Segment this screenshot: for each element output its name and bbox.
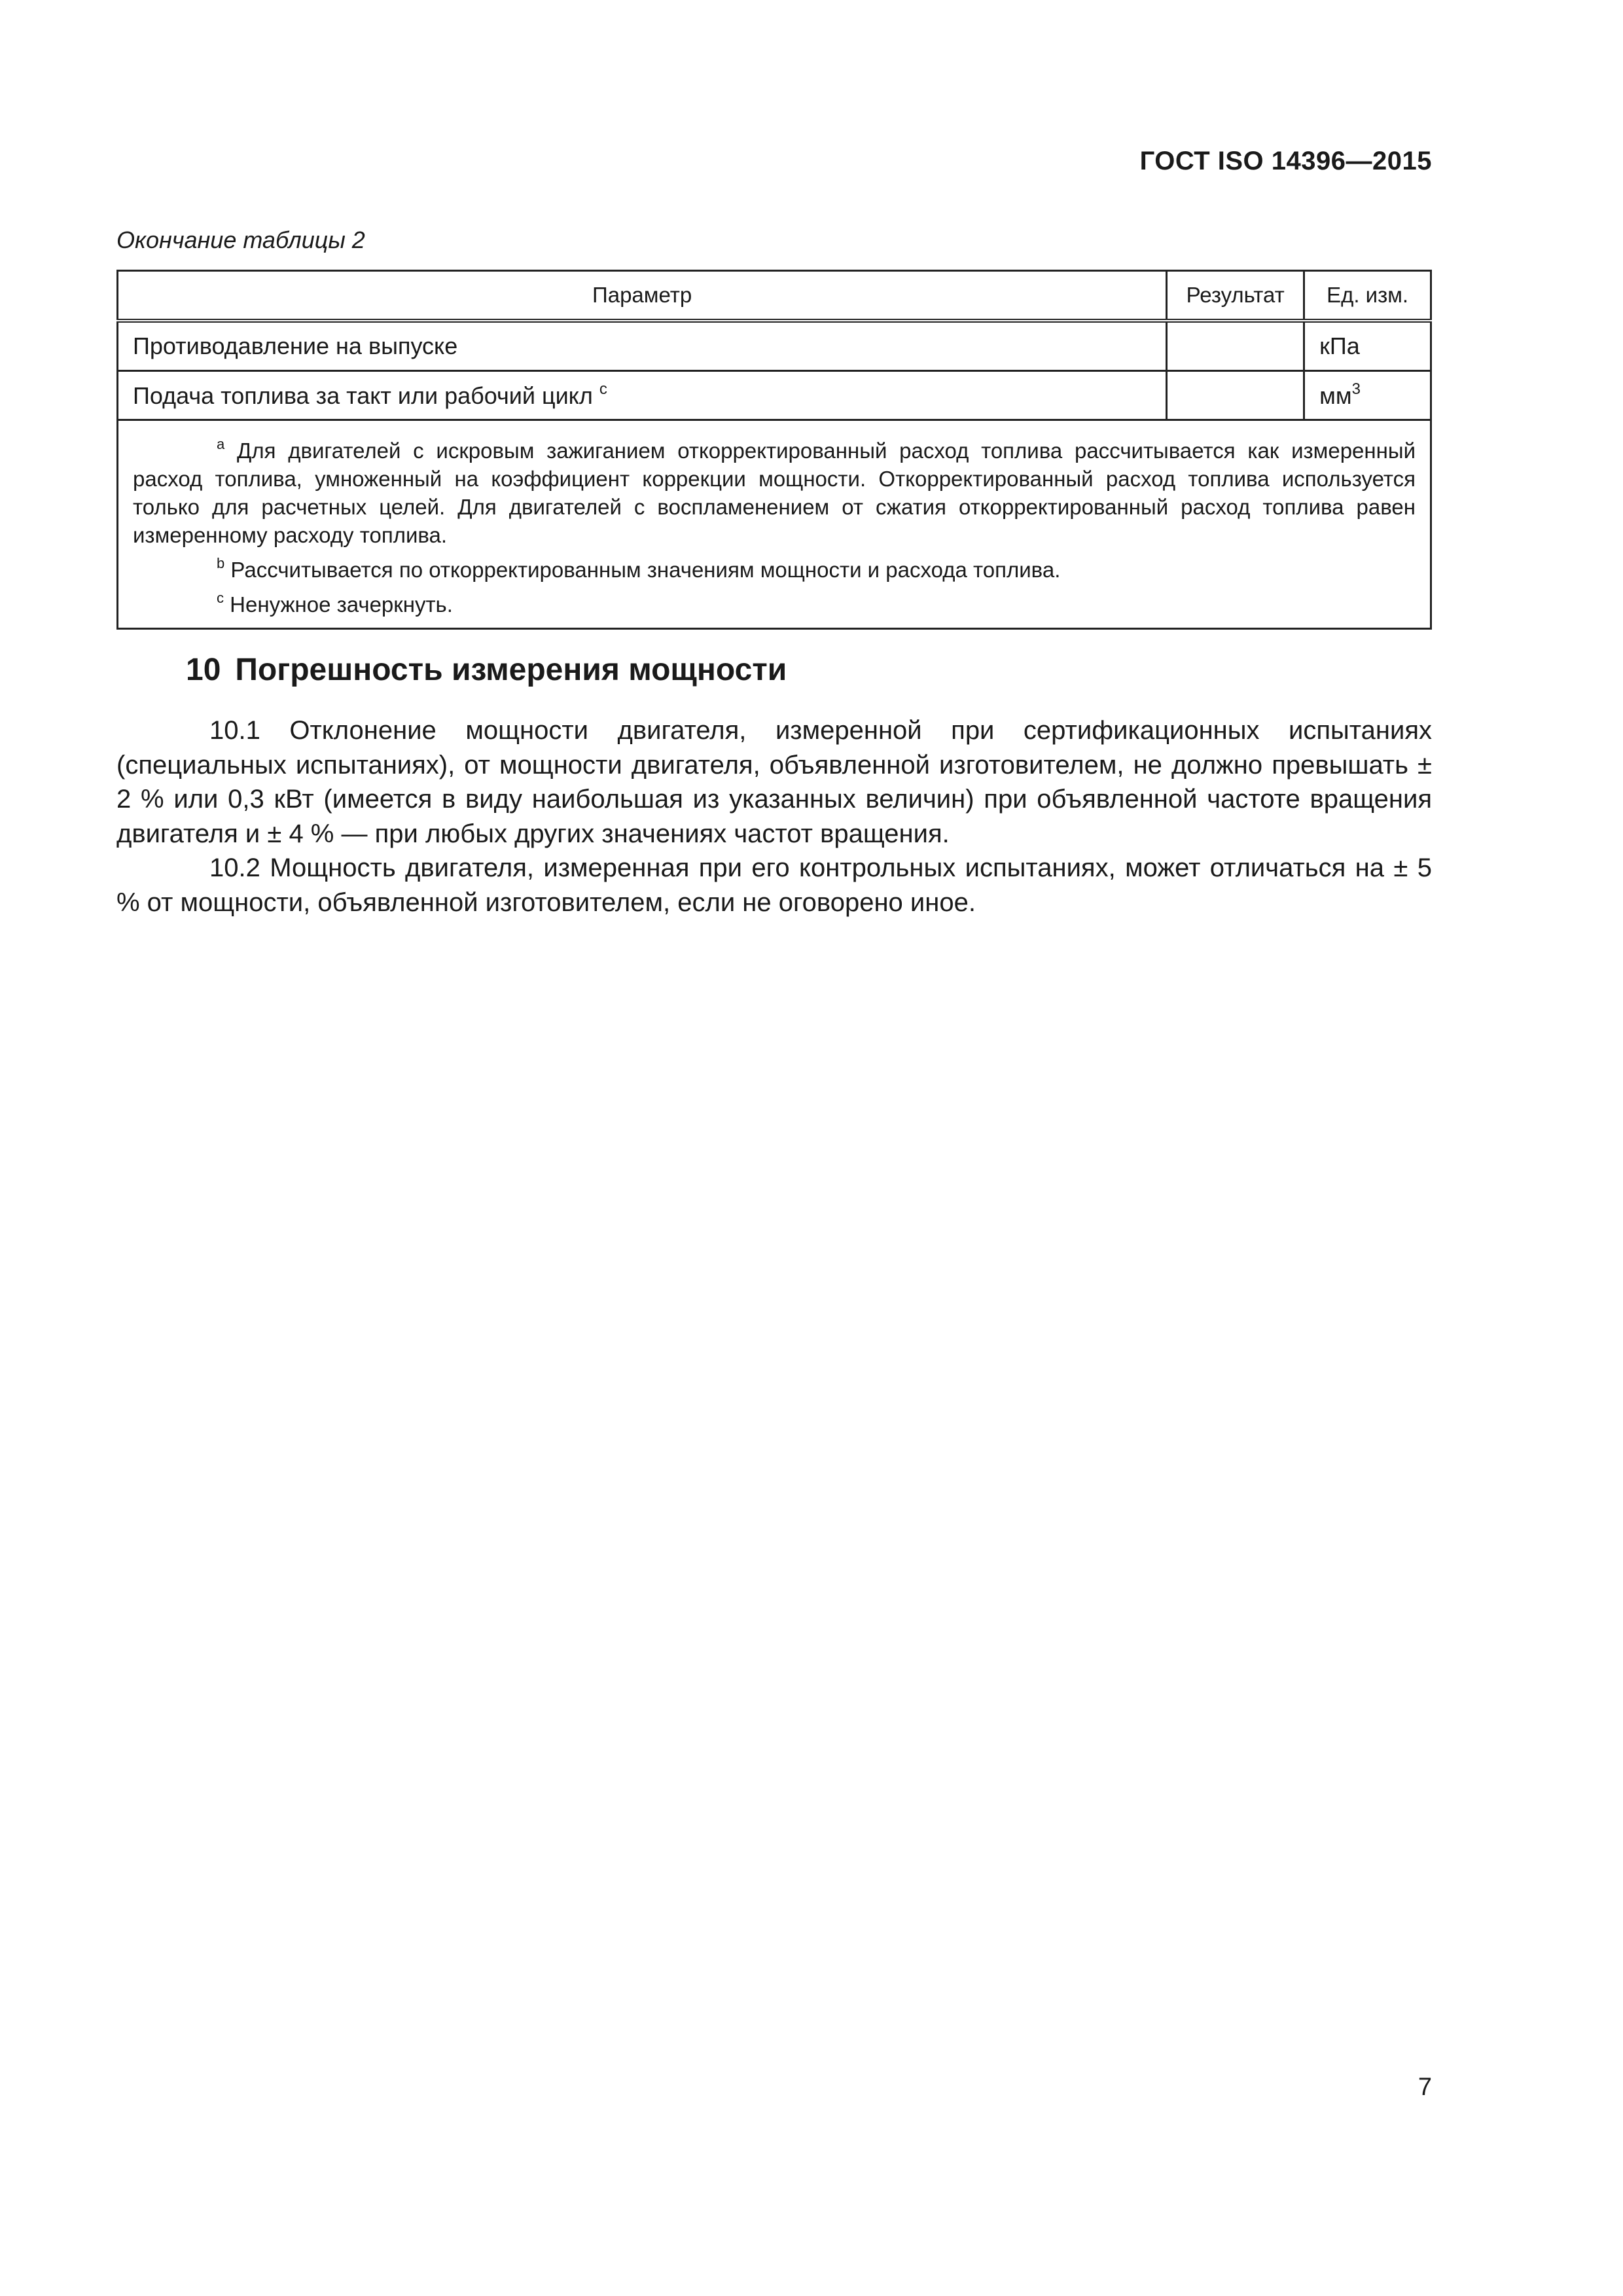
footnote-ref: c [599,380,607,398]
column-header-parameter: Параметр [118,271,1167,321]
unit-cell [1304,371,1431,420]
footnote-text: Рассчитывается по откорректированным значениям мощности и расхода топлива. [230,558,1061,582]
parameters-table [116,270,1432,630]
footnote [133,584,1416,619]
section-body [116,713,1432,920]
section-title: Погрешность измерения мощности [235,653,787,687]
table-header-row [118,271,1431,321]
table-row [118,371,1431,420]
parameter-text: Подача топлива за такт или рабочий цикл [133,382,593,409]
footnote-text: Для двигателей с искровым зажиганием откорректированный расход топлива рассчитывается как измеренный расход топлива, умноженный на коэффициент коррекции мощности. Откорректированный расход топлива используется только для расчетных целей. Для двигателей с воспламенением от сжатия откорректированный расход топлива равен измеренному расходу топлива. [133,439,1416,547]
page-number: 7 [1418,2073,1432,2101]
table-caption: Окончание таблицы 2 [116,226,365,253]
result-cell [1167,321,1304,371]
parameter-text: Противодавление на выпуске [133,332,458,359]
parameter-cell [118,371,1167,420]
footnote-mark: c [217,590,224,606]
table-footnotes-row [118,420,1431,629]
footnote [133,430,1416,549]
footnote-text: Ненужное зачеркнуть. [230,592,453,617]
column-header-result: Результат [1167,271,1304,321]
unit-exponent: 3 [1351,380,1361,398]
column-header-unit: Ед. изм. [1304,271,1431,321]
footnote-mark: b [217,555,225,571]
section-number: 10 [186,653,221,687]
footnote-mark: a [217,436,225,452]
paragraph: 10.1 Отклонение мощности двигателя, измеренной при сертификационных испытаниях (специальных испытаниях), от мощности двигателя, объявленной изготовителем, не должно превышать ± 2 % или 0,3 кВт (имеется в виду наибольшая из указанных величин) при объявленной частоте вращения двигателя и ± 4 % — при любых других значениях частот вращения. [116,716,1432,848]
document-code: ГОСТ ISO 14396—2015 [1139,147,1432,175]
table-row [118,321,1431,371]
result-cell [1167,371,1304,420]
unit-cell [1304,321,1431,371]
footnotes-cell [118,420,1431,629]
unit-text: кПа [1319,332,1360,359]
footnote [133,549,1416,584]
parameter-cell [118,321,1167,371]
paragraph: 10.2 Мощность двигателя, измеренная при его контрольных испытаниях, может отличаться на ± 5 % от мощности, объявленной изготовителем, если не оговорено иное. [116,853,1432,917]
section-heading [186,652,787,688]
unit-text: мм [1319,382,1352,409]
